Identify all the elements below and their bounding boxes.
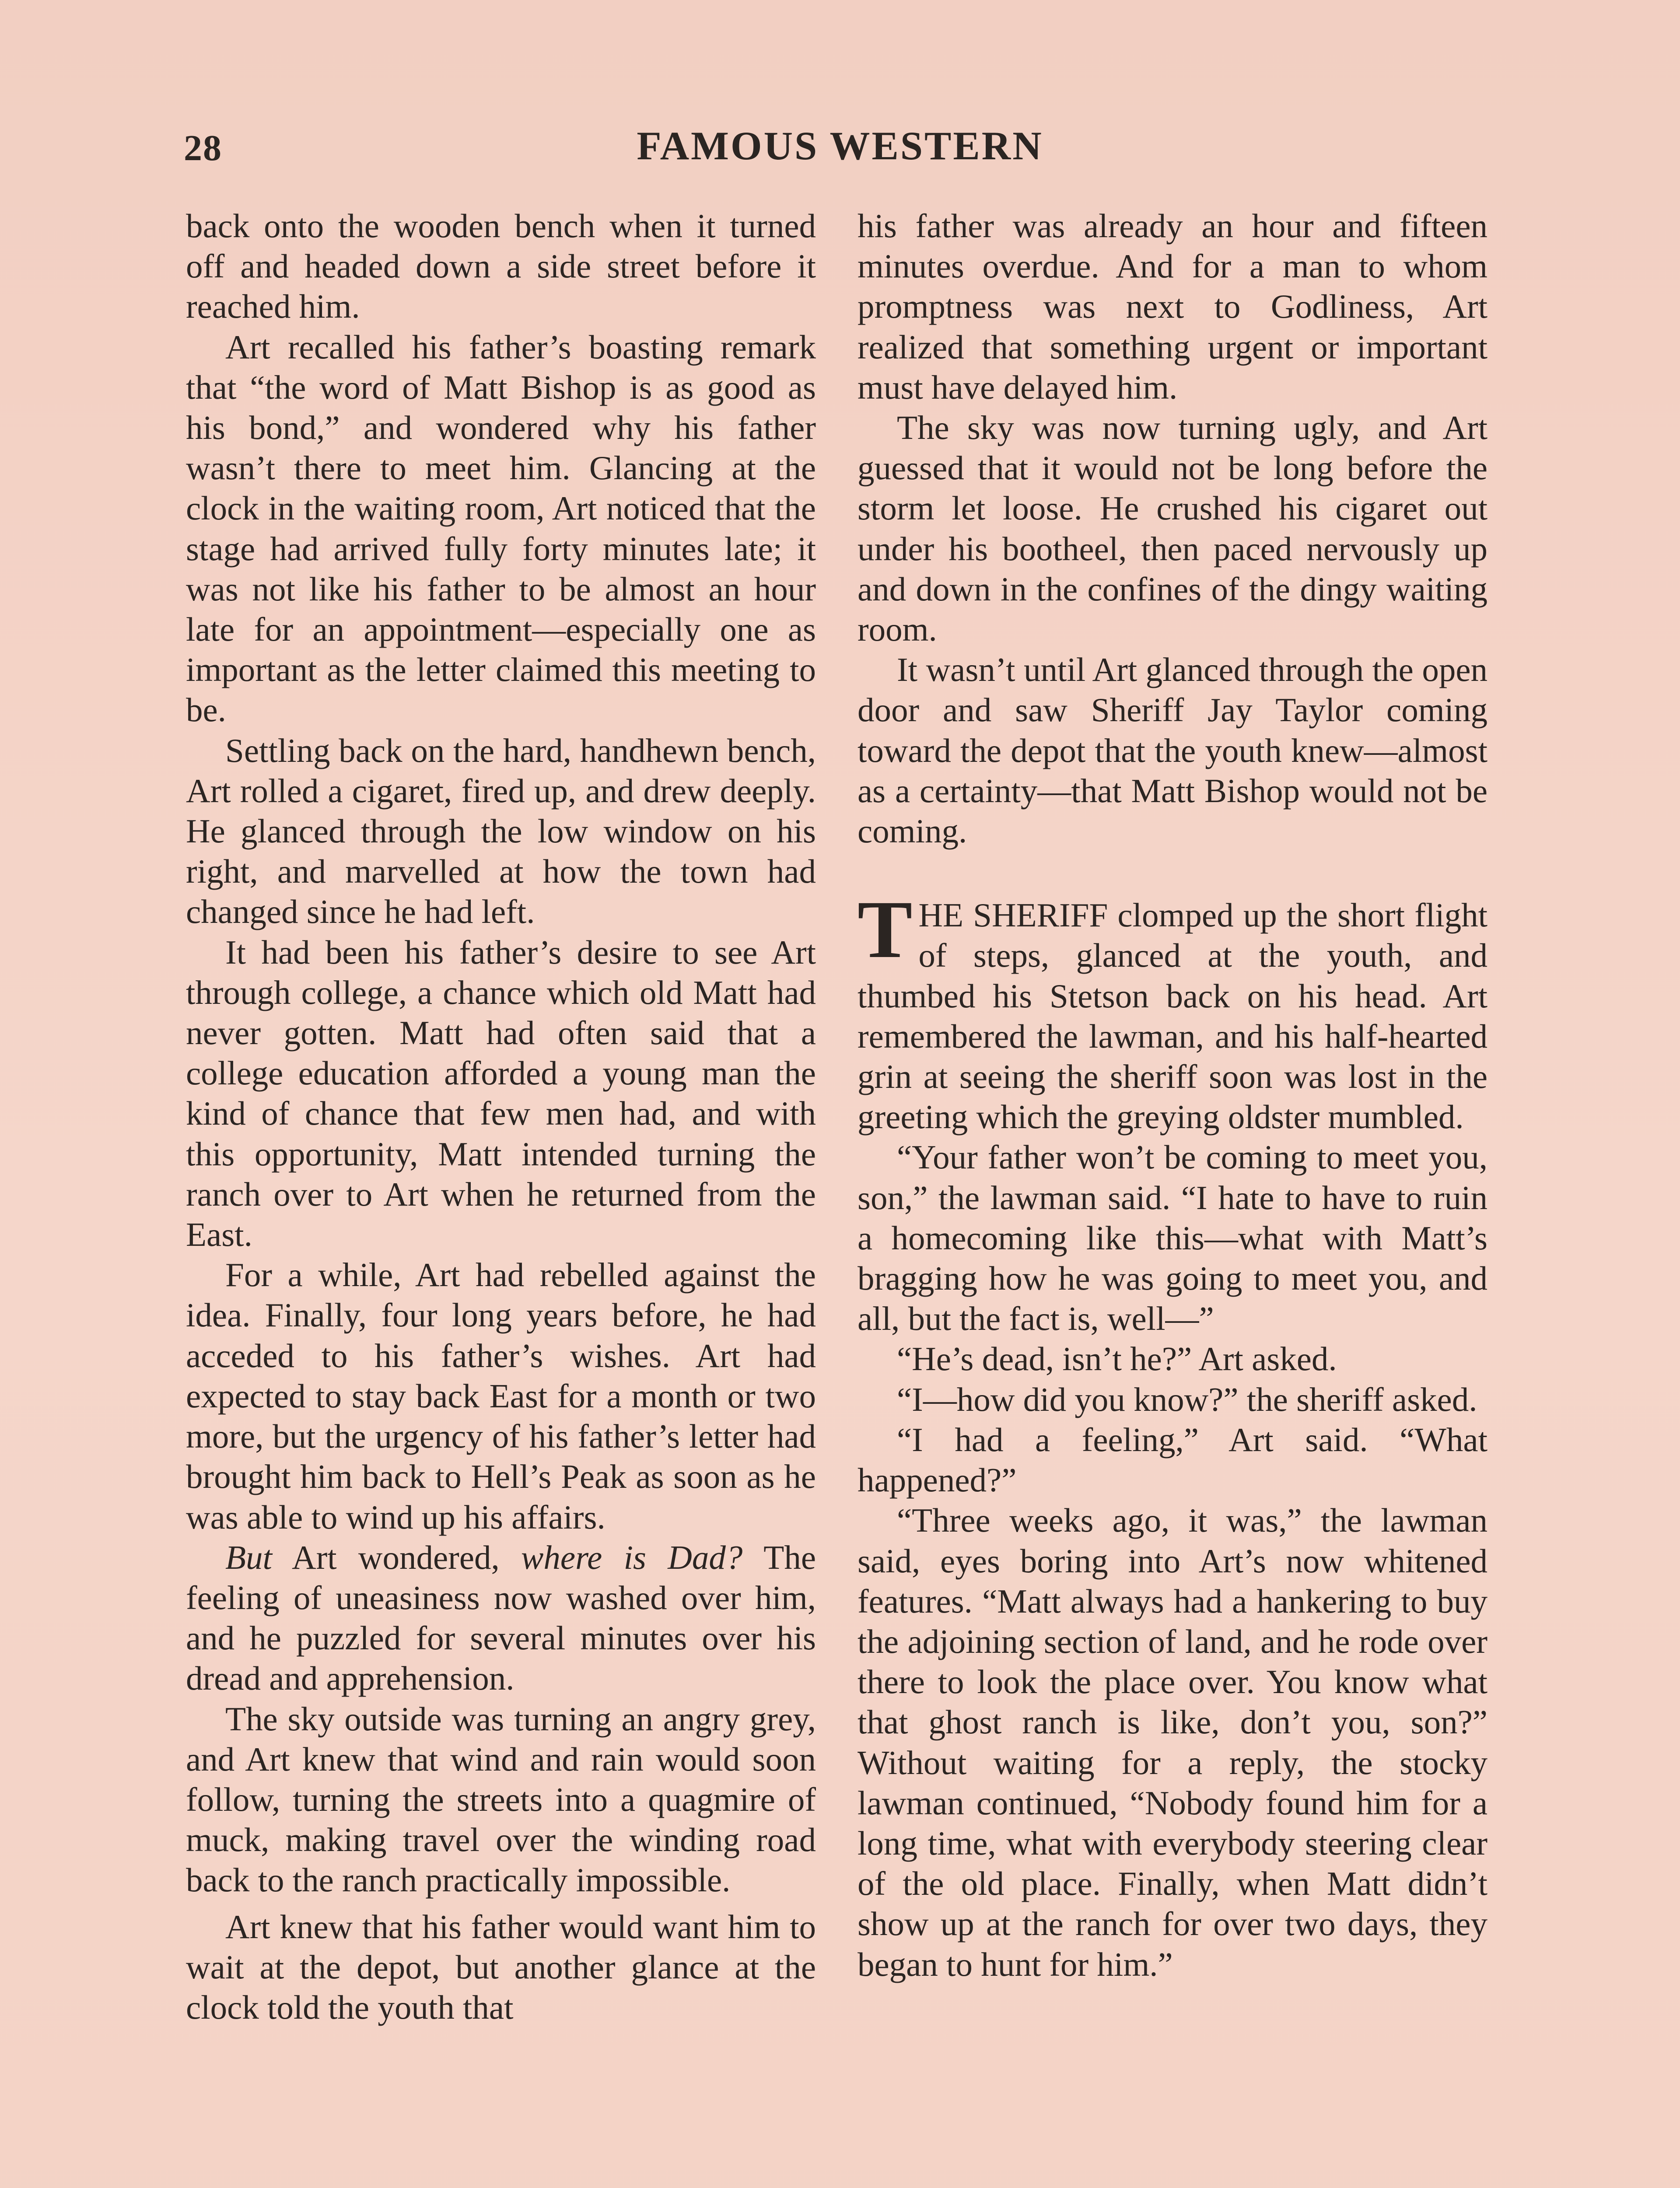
paragraph: his father was already an hour and fifteen minutes overdue. And for a man to whom promptness was next to Godliness, Art realized that something urgent or important must have delayed him. (858, 207, 1488, 406)
paragraph: Settling back on the hard, handhewn bench, Art rolled a cigaret, fired up, and drew deeply. He glanced through the low window on his right, and marvelled at how the town had changed since he had left. (186, 731, 816, 931)
text-run: The feeling of uneasiness now washed over him, and he puzzled for several minutes over his dread and apprehension. (186, 1538, 816, 1697)
drop-cap: T (858, 884, 913, 975)
right-column (858, 206, 1488, 1985)
page-number: 28 (184, 128, 222, 168)
paragraph: “I—how did you know?” the sheriff asked. (897, 1380, 1477, 1418)
paragraph: It wasn’t until Art glanced through the open door and saw Sheriff Jay Taylor coming toward the depot that the youth knew—almost as a certainty—that Matt Bishop would not be coming. (858, 651, 1488, 850)
paragraph (186, 1537, 816, 1699)
section-opening-paragraph (858, 884, 1488, 1137)
paragraph: The sky was now turning ugly, and Art guessed that it would not be long before the storm let loose. He crushed his cigaret out under his bootheel, then paced nervously up and down in the confines of the dingy waiting room. (858, 409, 1488, 649)
text-run: Art wondered, (272, 1538, 522, 1576)
paragraph: The sky outside was turning an angry grey, and Art knew that wind and rain would soon follow, turning the streets into a quagmire of muck, making travel over the winding road back to the ranch practically impossible. (186, 1700, 816, 1899)
text-run: clomped up the short flight of steps, glanced at the youth, and thumbed his Stetson back on his head. Art remembered the lawman, and his half-hearted grin at seeing the sheriff soon was lost in the greeting which the greying oldster mumbled. (858, 896, 1488, 1136)
running-title: FAMOUS WESTERN (637, 123, 1043, 168)
paragraph: “He’s dead, isn’t he?” Art asked. (897, 1340, 1337, 1378)
paragraph: It had been his father’s desire to see Art through college, a chance which old Matt had never gotten. Matt had often said that a college education afforded a young man the kind of chance that few men had, and with this opportunity, Matt intended turning the ranch over to Art when he returned from the East. (186, 933, 816, 1254)
paragraph: For a while, Art had rebelled against the idea. Finally, four long years before, he had acceded to his father’s wishes. Art had expected to stay back East for a month or two more, but the urgency of his father’s letter had brought him back to Hell’s Peak as soon as he was able to wind up his affairs. (186, 1256, 816, 1536)
left-column (186, 206, 816, 2027)
paragraph: Art recalled his father’s boasting remark that “the word of Matt Bishop is as good as his bond,” and wondered why his father wasn’t there to meet him. Glancing at the clock in the waiting room, Art noticed that the stage had arrived fully forty minutes late; it was not like his father to be almost an hour late for an appointment—especially one as important as the letter claimed this meeting to be. (186, 328, 816, 729)
paragraph: back onto the wooden bench when it turned off and headed down a side street before it reached him. (186, 207, 816, 326)
paragraph: “I had a feeling,” Art said. “What happened?” (858, 1420, 1488, 1499)
page-header (184, 118, 1496, 175)
paragraph: “Your father won’t be coming to meet you, son,” the lawman said. “I hate to have to ruin a homecoming like this—what with Matt’s bragging how he was going to meet you, and all, but the fact is, well—” (858, 1138, 1488, 1338)
paragraph: Art knew that his father would want him to wait at the depot, but another glance at the clock told the youth that (186, 1907, 816, 2026)
italic-text: But (225, 1538, 272, 1576)
small-caps-lead: HE SHERIFF (918, 896, 1108, 934)
paragraph: “Three weeks ago, it was,” the lawman said, eyes boring into Art’s now whitened features. “Matt always had a hankering to buy the adjoining section of land, and he rode over there to look the place over. You know what that ghost ranch is like, don’t you, son?” Without waiting for a reply, the stocky lawman continued, “Nobody found him for a long time, what with everybody steering clear of the old place. Finally, when Matt didn’t show up at the ranch for over two days, they began to hunt for him.” (858, 1501, 1488, 1983)
italic-text: where is Dad? (521, 1538, 743, 1576)
